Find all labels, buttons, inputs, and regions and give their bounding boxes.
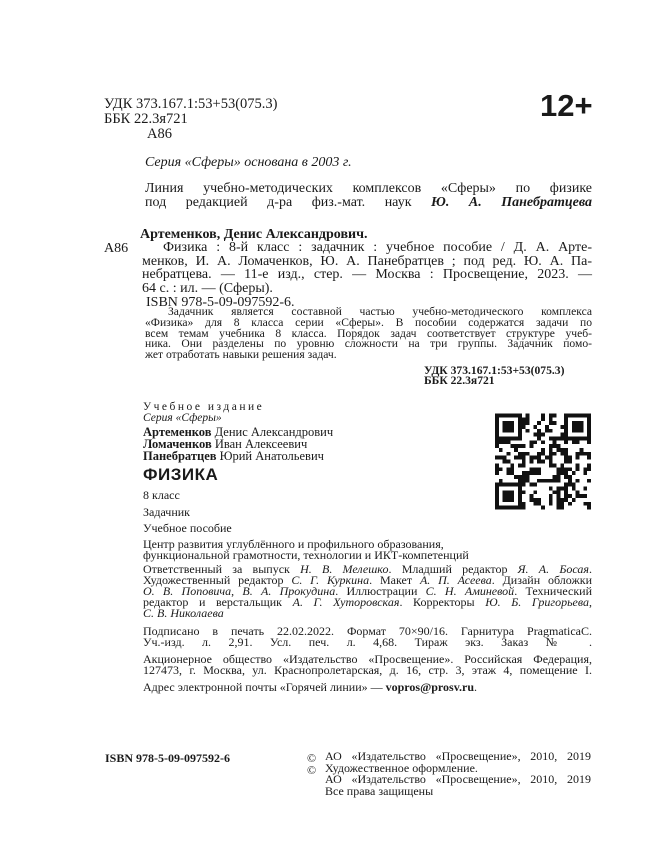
catalog-abstract	[145, 307, 592, 361]
text-line: Уч.-изд. л. 2,91. Усл. печ. л. 4,68. Тираж экз. Заказ № .	[143, 635, 592, 649]
text-line: всем темам учебника 8 класса. Порядок задач соответствует структуре учеб-	[145, 326, 592, 340]
text-segment: . Иллюстрации	[335, 583, 426, 598]
text-line: функциональной грамотности, технологии и ИКТ-компетенций	[143, 548, 469, 562]
emphasized-text: Ю. Б. Григорьева	[485, 594, 589, 609]
text-line: Центр развития углублённого и профильного образования,	[143, 537, 444, 551]
author-name: Юрий Анатольевич	[219, 449, 324, 463]
author-mark: А86	[147, 126, 172, 142]
grade: 8 класс	[143, 488, 180, 502]
emphasized-text: С. Г. Куркина	[291, 572, 370, 587]
catalog-isbn: ISBN 978-5-09-097592-6.	[146, 295, 295, 310]
imprint-authors	[143, 426, 333, 462]
author-surname: Артеменков	[143, 425, 212, 439]
qr-code-icon	[495, 413, 591, 510]
text-segment: Адрес электронной почты «Горячей линии» —	[143, 680, 386, 694]
text-segment: Ответственный за выпуск	[143, 562, 301, 576]
copyrights	[325, 751, 591, 798]
text-segment: . Корректоры	[399, 594, 486, 609]
text-line	[145, 196, 592, 210]
text-line: «Физика» для 8 класса серии «Сферы». В пособии содержатся задачи по	[145, 315, 592, 329]
text-segment: . Макет	[369, 572, 420, 587]
text-segment: . Дизайн обложки	[491, 572, 593, 587]
text-segment: .	[589, 562, 593, 576]
series-note: Серия «Сферы» основана в 2003 г.	[145, 155, 352, 170]
udk-code: УДК 373.167.1:53+53(075.3)	[104, 96, 278, 112]
print-details	[143, 626, 592, 648]
text-line: 127473, г. Москва, ул. Краснопролетарская, д. 16, стр. 3, этаж 4, помещение I.	[143, 663, 592, 677]
emphasized-text: С. Н. Аминевой	[425, 583, 515, 598]
text-line: небратцева. — 11-е изд., стер. — Москва : Просвещение, 2023. —	[142, 267, 592, 283]
text-line: Подписано в печать 22.02.2022. Формат 70×90/16. Гарнитура PragmaticaC.	[143, 624, 592, 638]
text-segment: ,	[231, 583, 243, 598]
bbk-code: ББК 22.3я721	[104, 111, 188, 127]
text-segment: под редакцией д-ра физ.-мат. наук	[145, 195, 432, 210]
copyright-line: АО «Издательство «Просвещение», 2010, 2019	[325, 749, 591, 763]
text-segment: . Младший редактор	[388, 562, 518, 576]
catalog-udk: УДК 373.167.1:53+53(075.3)	[424, 364, 565, 377]
copyright-line: АО «Издательство «Просвещение», 2010, 2019	[325, 772, 591, 787]
catalog-author-heading: Артеменков, Денис Александрович.	[140, 227, 368, 242]
catalog-mark: А86	[104, 241, 129, 256]
text-line	[143, 605, 592, 620]
copyright-line: Художественное оформление.	[325, 760, 478, 775]
catalog-description	[142, 241, 592, 296]
edition-type: Учебное издание	[143, 401, 265, 413]
emphasized-text: С. В. Николаева	[143, 605, 224, 620]
text-line: Задачник является составной частью учебно-методического комплекса	[168, 305, 592, 318]
text-line: Линия учебно-методических комплексов «Сферы» по физике	[145, 181, 592, 196]
emphasized-text: vopros@prosv.ru	[385, 680, 475, 694]
emphasized-text: Ю. А. Панебратцева	[431, 195, 592, 210]
text-segment: редактор и верстальщик	[143, 594, 293, 609]
imprint-series: Серия «Сферы»	[143, 412, 222, 424]
emphasized-text: О. В. Поповича	[143, 583, 232, 598]
author-surname: Ломаченков	[143, 437, 212, 451]
hotline-email	[143, 682, 477, 693]
text-segment: .	[474, 680, 478, 694]
emphasized-text: Я. А. Босая	[517, 562, 590, 576]
copyright-symbol: ©	[307, 751, 317, 765]
book-purpose: Учебное пособие	[143, 521, 232, 535]
emphasized-text: В. А. Прокудина	[242, 583, 336, 598]
book-type: Задачник	[143, 505, 190, 519]
author-name: Иван Алексеевич	[214, 437, 308, 451]
text-line: жет отработать навыки решения задач.	[145, 348, 337, 362]
text-line: ника. Они разделены по уровню сложности на три группы. Задачник помо-	[145, 337, 592, 351]
author-name: Денис Александрович	[214, 425, 334, 439]
book-title: ФИЗИКА	[143, 465, 219, 484]
text-line: Акционерное общество «Издательство «Просвещение». Российская Федерация,	[143, 652, 592, 666]
text-line: менков, И. А. Ломаченков, Ю. А. Панебратцев ; под ред. Ю. А. Па-	[142, 253, 592, 269]
text-line: 64 с. : ил. — (Сферы).	[142, 281, 273, 297]
publisher-address	[143, 654, 592, 676]
text-segment: Художественный редактор	[143, 572, 292, 587]
catalog-bbk: ББК 22.3я721	[424, 374, 495, 387]
emphasized-text: А. Г. Хуторовская	[292, 594, 400, 609]
center-name	[143, 539, 469, 561]
footer-isbn: ISBN 978-5-09-097592-6	[105, 751, 230, 765]
copyright-symbol: ©	[307, 763, 317, 777]
line-note	[145, 182, 592, 210]
emphasized-text: А. П. Асеева	[419, 572, 492, 587]
text-segment: ,	[588, 594, 592, 609]
imprint-author	[143, 450, 333, 462]
staff-credits	[143, 564, 592, 619]
copyright-line: Все права защищены	[325, 784, 434, 799]
age-rating: 12+	[540, 88, 593, 123]
emphasized-text: Н. В. Мелешко	[300, 562, 389, 576]
text-segment: . Технический	[514, 583, 592, 598]
text-line: Физика : 8-й класс : задачник : учебное пособие / Д. А. Арте-	[163, 240, 592, 255]
author-surname: Панебратцев	[143, 449, 217, 463]
